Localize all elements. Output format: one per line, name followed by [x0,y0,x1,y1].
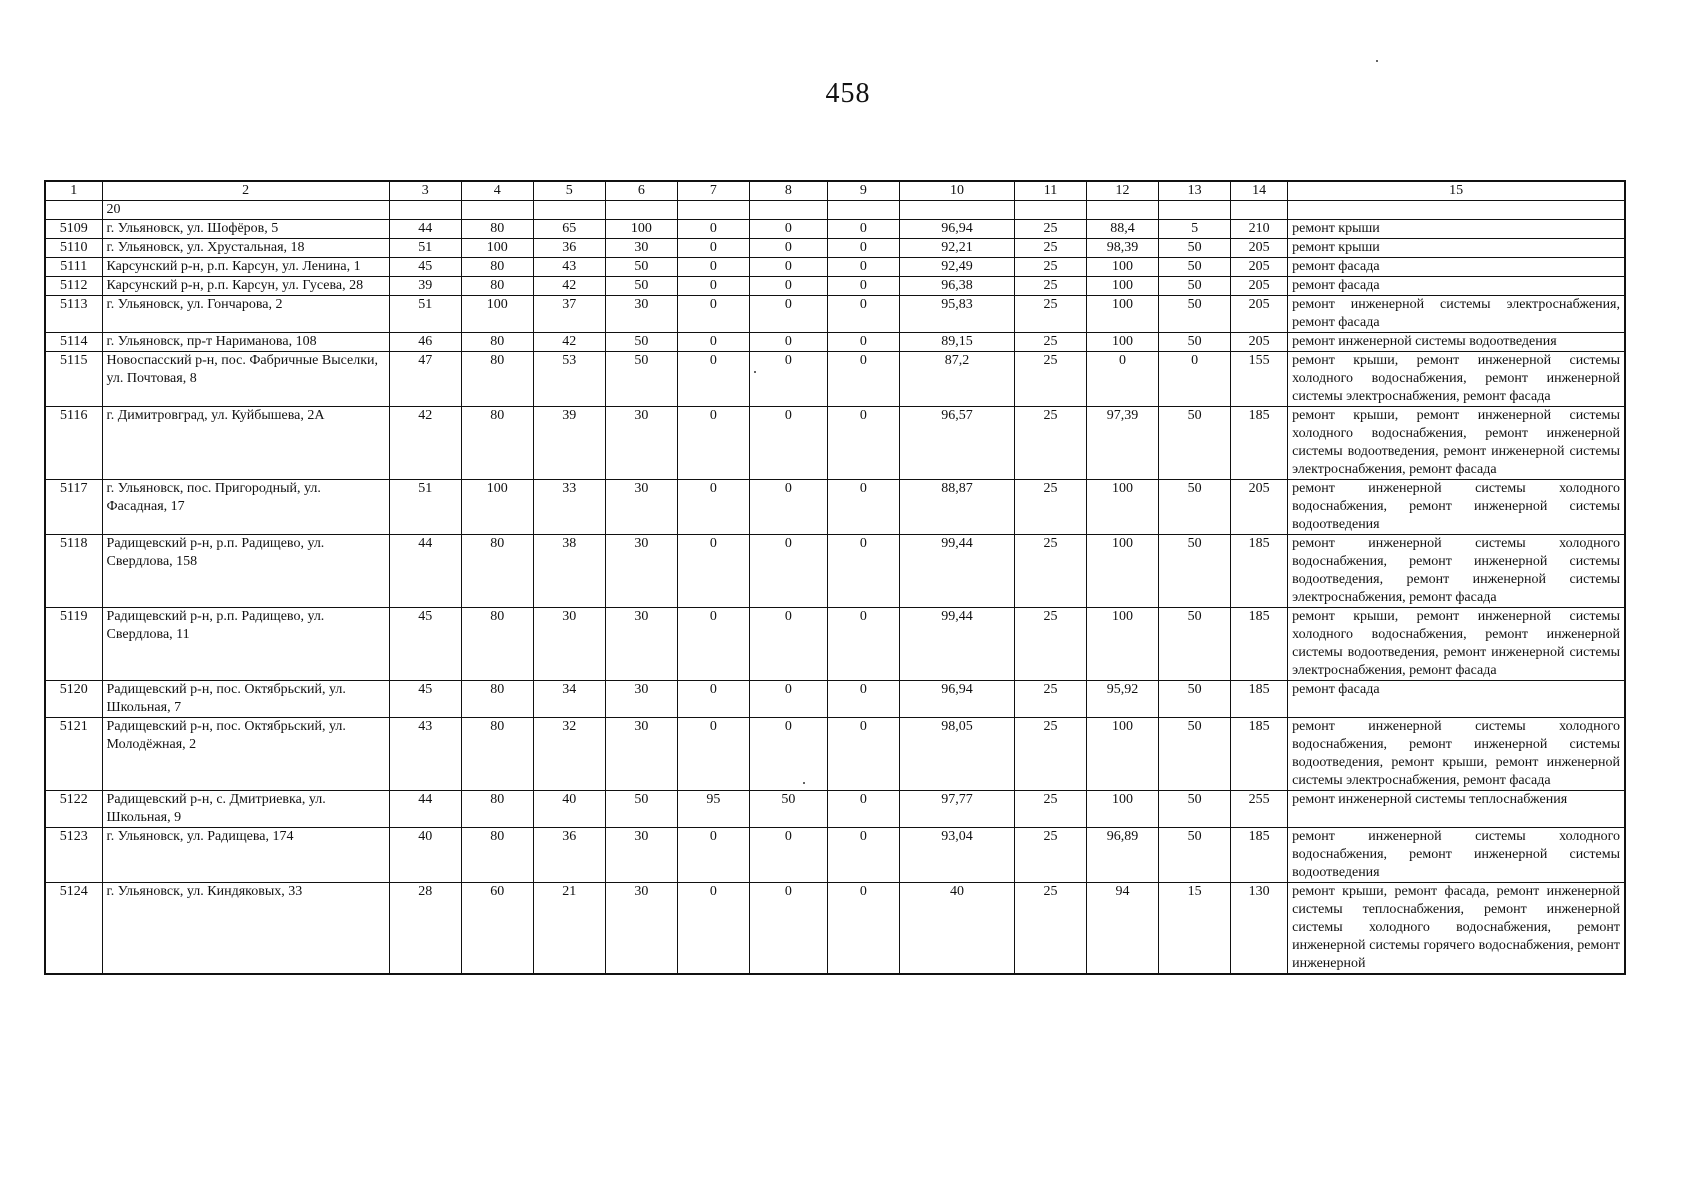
value-cell: 0 [749,258,827,277]
column-number-header: 4 [461,181,533,201]
value-cell: 95,92 [1087,681,1159,718]
value-cell: 50 [605,791,677,828]
table-row [45,828,1625,883]
value-cell: 25 [1015,791,1087,828]
value-cell: 80 [461,681,533,718]
value-cell: 100 [461,239,533,258]
value-cell: 44 [389,535,461,608]
address-cell: Радищевский р-н, р.п. Радищево, ул. Свердлова, 158 [102,535,389,608]
value-cell: 34 [533,681,605,718]
row-number-cell: 5124 [45,883,102,975]
value-cell: 0 [749,296,827,333]
value-cell: 50 [1159,828,1231,883]
value-cell: 98,39 [1087,239,1159,258]
value-cell: 0 [677,535,749,608]
subheader-cell [1159,201,1231,220]
table-row [45,407,1625,480]
value-cell: 0 [749,239,827,258]
row-number-cell: 5120 [45,681,102,718]
value-cell: 97,39 [1087,407,1159,480]
row-number-cell: 5116 [45,407,102,480]
value-cell: 0 [677,277,749,296]
value-cell: 37 [533,296,605,333]
column-number-header: 3 [389,181,461,201]
value-cell: 50 [605,277,677,296]
value-cell: 33 [533,480,605,535]
value-cell: 100 [1087,608,1159,681]
value-cell: 100 [1087,296,1159,333]
row-number-cell: 5121 [45,718,102,791]
value-cell: 50 [1159,258,1231,277]
value-cell: 30 [605,883,677,975]
value-cell: 98,05 [899,718,1014,791]
value-cell: 40 [533,791,605,828]
value-cell: 30 [605,535,677,608]
subheader-cell [389,201,461,220]
row-number-cell: 5119 [45,608,102,681]
value-cell: 99,44 [899,608,1014,681]
table-row [45,352,1625,407]
value-cell: 0 [677,352,749,407]
value-cell: 0 [749,480,827,535]
value-cell: 30 [605,296,677,333]
total-cell: 210 [1231,220,1288,239]
table-row [45,480,1625,535]
table-row [45,681,1625,718]
value-cell: 0 [749,828,827,883]
column-number-header: 14 [1231,181,1288,201]
row-number-cell: 5115 [45,352,102,407]
column-number-header: 8 [749,181,827,201]
total-cell: 155 [1231,352,1288,407]
value-cell: 51 [389,239,461,258]
table-row [45,220,1625,239]
table-row [45,883,1625,975]
work-description-cell: ремонт инженерной системы водоотведения [1288,333,1625,352]
value-cell: 44 [389,791,461,828]
value-cell: 0 [677,608,749,681]
table-row [45,258,1625,277]
value-cell: 0 [827,718,899,791]
value-cell: 0 [677,828,749,883]
value-cell: 0 [749,608,827,681]
value-cell: 25 [1015,220,1087,239]
value-cell: 0 [827,239,899,258]
value-cell: 25 [1015,480,1087,535]
work-description-cell: ремонт крыши [1288,239,1625,258]
total-cell: 205 [1231,296,1288,333]
column-number-header: 6 [605,181,677,201]
value-cell: 42 [533,277,605,296]
table-row [45,333,1625,352]
total-cell: 205 [1231,333,1288,352]
value-cell: 80 [461,791,533,828]
value-cell: 50 [749,791,827,828]
value-cell: 96,38 [899,277,1014,296]
subheader-cell: 20 [102,201,389,220]
value-cell: 0 [827,608,899,681]
total-cell: 205 [1231,239,1288,258]
value-cell: 0 [677,239,749,258]
value-cell: 50 [1159,681,1231,718]
table-row [45,791,1625,828]
value-cell: 38 [533,535,605,608]
value-cell: 30 [605,480,677,535]
value-cell: 50 [1159,608,1231,681]
value-cell: 100 [1087,718,1159,791]
value-cell: 65 [533,220,605,239]
value-cell: 45 [389,608,461,681]
work-description-cell: ремонт фасада [1288,277,1625,296]
column-number-header: 5 [533,181,605,201]
total-cell: 185 [1231,718,1288,791]
address-cell: г. Ульяновск, ул. Гончарова, 2 [102,296,389,333]
repair-program-table [44,180,1626,975]
value-cell: 21 [533,883,605,975]
column-number-header: 15 [1288,181,1625,201]
value-cell: 0 [827,296,899,333]
value-cell: 96,89 [1087,828,1159,883]
subheader-cell [1087,201,1159,220]
table-row [45,535,1625,608]
value-cell: 0 [827,352,899,407]
page-number: 458 [825,78,871,109]
value-cell: 94 [1087,883,1159,975]
row-number-cell: 5111 [45,258,102,277]
value-cell: 15 [1159,883,1231,975]
column-number-header: 13 [1159,181,1231,201]
total-cell: 185 [1231,608,1288,681]
value-cell: 30 [605,608,677,681]
value-cell: 43 [389,718,461,791]
subheader-cell [461,201,533,220]
value-cell: 28 [389,883,461,975]
value-cell: 53 [533,352,605,407]
value-cell: 30 [605,828,677,883]
value-cell: 96,94 [899,681,1014,718]
value-cell: 43 [533,258,605,277]
row-number-cell: 5110 [45,239,102,258]
column-number-header: 11 [1015,181,1087,201]
value-cell: 47 [389,352,461,407]
value-cell: 80 [461,333,533,352]
work-description-cell: ремонт инженерной системы теплоснабжения [1288,791,1625,828]
value-cell: 45 [389,681,461,718]
table-row [45,718,1625,791]
value-cell: 80 [461,535,533,608]
work-description-cell: ремонт крыши, ремонт инженерной системы холодного водоснабжения, ремонт инженерной системы водоотведения, ремонт инженерной системы электроснабжения, ремонт фасада [1288,608,1625,681]
value-cell: 80 [461,352,533,407]
value-cell: 36 [533,239,605,258]
column-number-header: 7 [677,181,749,201]
total-cell: 255 [1231,791,1288,828]
address-cell: г. Ульяновск, пос. Пригородный, ул. Фасадная, 17 [102,480,389,535]
value-cell: 40 [389,828,461,883]
value-cell: 39 [389,277,461,296]
value-cell: 25 [1015,239,1087,258]
value-cell: 30 [605,681,677,718]
subheader-cell [899,201,1014,220]
value-cell: 50 [1159,407,1231,480]
value-cell: 0 [749,333,827,352]
value-cell: 42 [389,407,461,480]
value-cell: 0 [677,480,749,535]
value-cell: 50 [1159,239,1231,258]
address-cell: г. Ульяновск, ул. Шофёров, 5 [102,220,389,239]
address-cell: г. Ульяновск, ул. Радищева, 174 [102,828,389,883]
address-cell: Карсунский р-н, р.п. Карсун, ул. Гусева, 28 [102,277,389,296]
value-cell: 88,4 [1087,220,1159,239]
row-number-cell: 5109 [45,220,102,239]
column-number-header: 10 [899,181,1014,201]
work-description-cell: ремонт фасада [1288,681,1625,718]
value-cell: 0 [749,220,827,239]
value-cell: 36 [533,828,605,883]
value-cell: 25 [1015,535,1087,608]
subheader-cell [605,201,677,220]
address-cell: г. Димитровград, ул. Куйбышева, 2А [102,407,389,480]
value-cell: 50 [1159,535,1231,608]
value-cell: 25 [1015,681,1087,718]
total-cell: 205 [1231,258,1288,277]
value-cell: 95,83 [899,296,1014,333]
address-cell: г. Ульяновск, пр-т Нариманова, 108 [102,333,389,352]
work-description-cell: ремонт инженерной системы электроснабжения, ремонт фасада [1288,296,1625,333]
value-cell: 40 [899,883,1014,975]
value-cell: 0 [749,681,827,718]
total-cell: 185 [1231,828,1288,883]
value-cell: 51 [389,296,461,333]
column-number-header-row [45,181,1625,201]
value-cell: 25 [1015,296,1087,333]
subheader-cell [1015,201,1087,220]
value-cell: 88,87 [899,480,1014,535]
address-cell: Новоспасский р-н, пос. Фабричные Выселки, ул. Почтовая, 8 [102,352,389,407]
value-cell: 80 [461,608,533,681]
address-cell: Радищевский р-н, р.п. Радищево, ул. Свердлова, 11 [102,608,389,681]
scan-speck [1376,60,1378,62]
value-cell: 0 [749,883,827,975]
value-cell: 0 [677,258,749,277]
work-description-cell: ремонт крыши, ремонт инженерной системы холодного водоснабжения, ремонт инженерной системы водоотведения, ремонт инженерной системы электроснабжения, ремонт фасада [1288,407,1625,480]
value-cell: 25 [1015,828,1087,883]
value-cell: 96,57 [899,407,1014,480]
value-cell: 5 [1159,220,1231,239]
column-number-header: 1 [45,181,102,201]
table-row [45,277,1625,296]
total-cell: 205 [1231,480,1288,535]
value-cell: 25 [1015,718,1087,791]
value-cell: 30 [533,608,605,681]
value-cell: 97,77 [899,791,1014,828]
value-cell: 50 [1159,791,1231,828]
value-cell: 0 [827,828,899,883]
row-number-cell: 5117 [45,480,102,535]
subheader-cell [1288,201,1625,220]
value-cell: 50 [1159,718,1231,791]
row-number-cell: 5118 [45,535,102,608]
total-cell: 185 [1231,535,1288,608]
address-cell: Радищевский р-н, пос. Октябрьский, ул. Молодёжная, 2 [102,718,389,791]
value-cell: 25 [1015,352,1087,407]
value-cell: 0 [827,883,899,975]
subheader-cell [45,201,102,220]
value-cell: 25 [1015,258,1087,277]
address-cell: г. Ульяновск, ул. Киндяковых, 33 [102,883,389,975]
address-cell: Радищевский р-н, с. Дмитриевка, ул. Школьная, 9 [102,791,389,828]
value-cell: 0 [749,718,827,791]
value-cell: 100 [1087,791,1159,828]
value-cell: 60 [461,883,533,975]
value-cell: 80 [461,718,533,791]
value-cell: 0 [827,791,899,828]
value-cell: 30 [605,407,677,480]
value-cell: 95 [677,791,749,828]
value-cell: 87,2 [899,352,1014,407]
value-cell: 25 [1015,608,1087,681]
value-cell: 92,21 [899,239,1014,258]
value-cell: 92,49 [899,258,1014,277]
value-cell: 50 [1159,277,1231,296]
value-cell: 0 [677,718,749,791]
total-cell: 130 [1231,883,1288,975]
row-number-cell: 5122 [45,791,102,828]
row-number-cell: 5123 [45,828,102,883]
column-number-header: 9 [827,181,899,201]
value-cell: 80 [461,407,533,480]
value-cell: 42 [533,333,605,352]
work-description-cell: ремонт крыши, ремонт инженерной системы холодного водоснабжения, ремонт инженерной системы электроснабжения, ремонт фасада [1288,352,1625,407]
value-cell: 0 [749,277,827,296]
total-cell: 185 [1231,681,1288,718]
row-number-cell: 5113 [45,296,102,333]
subheader-cell [1231,201,1288,220]
work-description-cell: ремонт крыши, ремонт фасада, ремонт инженерной системы теплоснабжения, ремонт инженерной системы холодного водоснабжения, ремонт инженерной системы горячего водоснабжения, ремонт инженерной [1288,883,1625,975]
value-cell: 50 [1159,333,1231,352]
value-cell: 80 [461,277,533,296]
value-cell: 50 [605,352,677,407]
value-cell: 44 [389,220,461,239]
value-cell: 0 [677,333,749,352]
value-cell: 25 [1015,407,1087,480]
value-cell: 100 [605,220,677,239]
subheader-cell [749,201,827,220]
value-cell: 25 [1015,333,1087,352]
value-cell: 0 [827,535,899,608]
total-cell: 205 [1231,277,1288,296]
value-cell: 0 [1087,352,1159,407]
value-cell: 100 [1087,258,1159,277]
value-cell: 32 [533,718,605,791]
value-cell: 39 [533,407,605,480]
work-description-cell: ремонт фасада [1288,258,1625,277]
value-cell: 25 [1015,883,1087,975]
work-description-cell: ремонт инженерной системы холодного водоснабжения, ремонт инженерной системы водоотведения, ремонт крыши, ремонт инженерной системы электроснабжения, ремонт фасада [1288,718,1625,791]
value-cell: 99,44 [899,535,1014,608]
work-description-cell: ремонт инженерной системы холодного водоснабжения, ремонт инженерной системы водоотведения, ремонт инженерной системы электроснабжения, ремонт фасада [1288,535,1625,608]
value-cell: 50 [605,258,677,277]
value-cell: 0 [827,480,899,535]
column-number-header: 12 [1087,181,1159,201]
value-cell: 46 [389,333,461,352]
row-number-cell: 5114 [45,333,102,352]
value-cell: 80 [461,828,533,883]
value-cell: 100 [1087,333,1159,352]
table-row [45,239,1625,258]
subheader-cell [677,201,749,220]
table-row [45,296,1625,333]
value-cell: 0 [827,333,899,352]
address-cell: Радищевский р-н, пос. Октябрьский, ул. Школьная, 7 [102,681,389,718]
work-description-cell: ремонт крыши [1288,220,1625,239]
value-cell: 45 [389,258,461,277]
value-cell: 0 [827,277,899,296]
subheader-cell [533,201,605,220]
value-cell: 0 [827,681,899,718]
value-cell: 0 [677,681,749,718]
value-cell: 50 [1159,296,1231,333]
column-number-header: 2 [102,181,389,201]
table-row [45,608,1625,681]
value-cell: 96,94 [899,220,1014,239]
value-cell: 0 [827,407,899,480]
value-cell: 0 [677,883,749,975]
value-cell: 0 [677,296,749,333]
address-cell: г. Ульяновск, ул. Хрустальная, 18 [102,239,389,258]
value-cell: 93,04 [899,828,1014,883]
value-cell: 0 [749,407,827,480]
value-cell: 100 [461,296,533,333]
value-cell: 30 [605,718,677,791]
value-cell: 0 [827,258,899,277]
subheader-row [45,201,1625,220]
value-cell: 100 [1087,535,1159,608]
value-cell: 25 [1015,277,1087,296]
value-cell: 89,15 [899,333,1014,352]
value-cell: 0 [677,407,749,480]
total-cell: 185 [1231,407,1288,480]
value-cell: 80 [461,220,533,239]
value-cell: 100 [1087,277,1159,296]
value-cell: 50 [605,333,677,352]
value-cell: 30 [605,239,677,258]
value-cell: 80 [461,258,533,277]
value-cell: 0 [749,352,827,407]
value-cell: 51 [389,480,461,535]
value-cell: 0 [677,220,749,239]
address-cell: Карсунский р-н, р.п. Карсун, ул. Ленина, 1 [102,258,389,277]
value-cell: 50 [1159,480,1231,535]
work-description-cell: ремонт инженерной системы холодного водоснабжения, ремонт инженерной системы водоотведения [1288,480,1625,535]
value-cell: 0 [1159,352,1231,407]
work-description-cell: ремонт инженерной системы холодного водоснабжения, ремонт инженерной системы водоотведения [1288,828,1625,883]
subheader-cell [827,201,899,220]
value-cell: 100 [1087,480,1159,535]
value-cell: 0 [749,535,827,608]
value-cell: 100 [461,480,533,535]
row-number-cell: 5112 [45,277,102,296]
value-cell: 0 [827,220,899,239]
